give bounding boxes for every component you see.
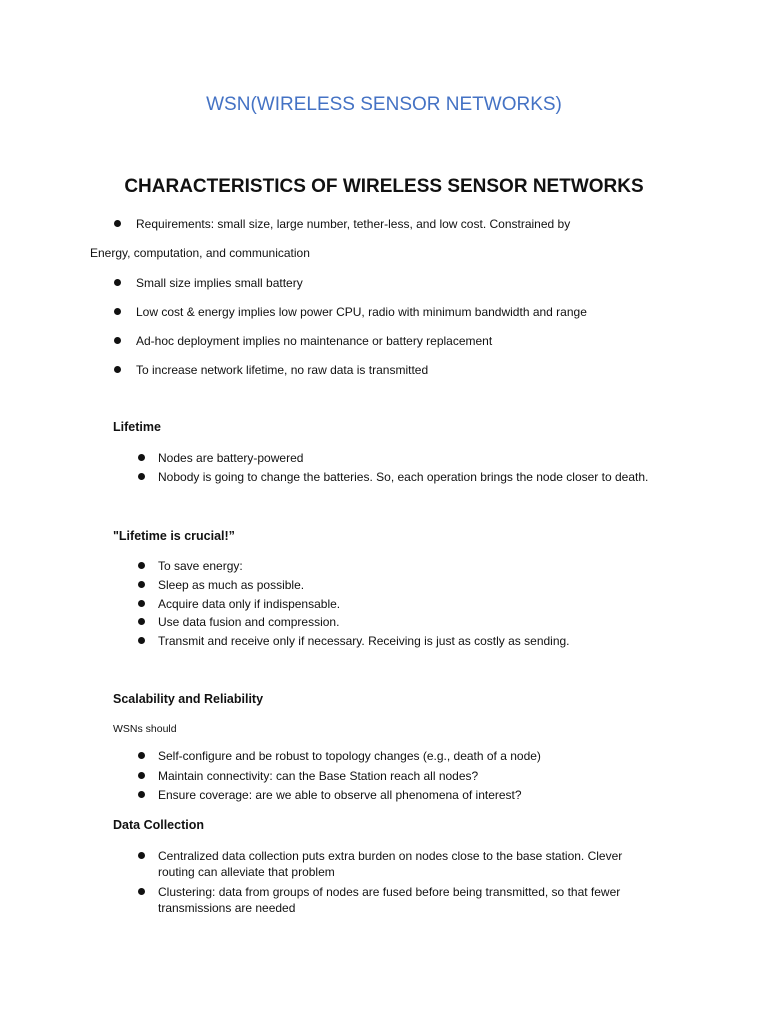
main-heading: CHARACTERISTICS OF WIRELESS SENSOR NETWORKS (124, 176, 644, 197)
bullet-dot (138, 562, 145, 569)
bullet-dot (114, 308, 121, 315)
list-item: Clustering: data from groups of nodes are fused before being transmitted, so that fewer transmissions are needed (158, 885, 621, 915)
list-item: Ensure coverage: are we able to observe all phenomena of interest? (158, 788, 522, 802)
section-note: WSNs should (113, 723, 177, 735)
list-item: Transmit and receive only if necessary. Receiving is just as costly as sending. (158, 634, 570, 648)
list-item: To save energy: (158, 559, 243, 573)
section-heading-lifetime: Lifetime (113, 420, 161, 434)
intro-item-continuation: Energy, computation, and communication (90, 246, 310, 260)
list-item: Nobody is going to change the batteries. So, each operation brings the node closer to death. (158, 470, 649, 484)
list-item: Nodes are battery-powered (158, 451, 304, 465)
bullet-dot (114, 366, 121, 373)
list-item: Acquire data only if indispensable. (158, 597, 341, 611)
bullet-dot (138, 888, 145, 895)
bullet-dot (114, 337, 121, 344)
list-item: Centralized data collection puts extra burden on nodes close to the base station. Clever routing can alleviate that problem (158, 849, 623, 879)
bullet-dot (138, 454, 145, 461)
bullet-dot (138, 772, 145, 779)
list-item: Use data fusion and compression. (158, 615, 340, 629)
list-item: Maintain connectivity: can the Base Station reach all nodes? (158, 769, 479, 783)
section-heading-data-collection: Data Collection (113, 818, 204, 832)
bullet-dot (138, 852, 145, 859)
bullet-dot (138, 752, 145, 759)
intro-item: Ad-hoc deployment implies no maintenance or battery replacement (136, 334, 493, 348)
bullet-dot (114, 220, 121, 227)
bullet-dot (138, 473, 145, 480)
list-item: Sleep as much as possible. (158, 578, 305, 592)
bullet-dot (138, 637, 145, 644)
bullet-dot (138, 600, 145, 607)
intro-item: To increase network lifetime, no raw data is transmitted (136, 363, 429, 377)
intro-item: Requirements: small size, large number, tether-less, and low cost. Constrained by (136, 217, 571, 231)
intro-item: Small size implies small battery (136, 276, 303, 290)
bullet-dot (138, 791, 145, 798)
section-heading-crucial: "Lifetime is crucial!” (113, 529, 235, 543)
list-item: Self-configure and be robust to topology changes (e.g., death of a node) (158, 749, 541, 763)
document-title: WSN(WIRELESS SENSOR NETWORKS) (206, 94, 562, 115)
bullet-dot (138, 581, 145, 588)
bullet-dot (138, 618, 145, 625)
intro-item: Low cost & energy implies low power CPU, radio with minimum bandwidth and range (136, 305, 587, 319)
section-heading-scalability: Scalability and Reliability (113, 692, 264, 706)
bullet-dot (114, 279, 121, 286)
